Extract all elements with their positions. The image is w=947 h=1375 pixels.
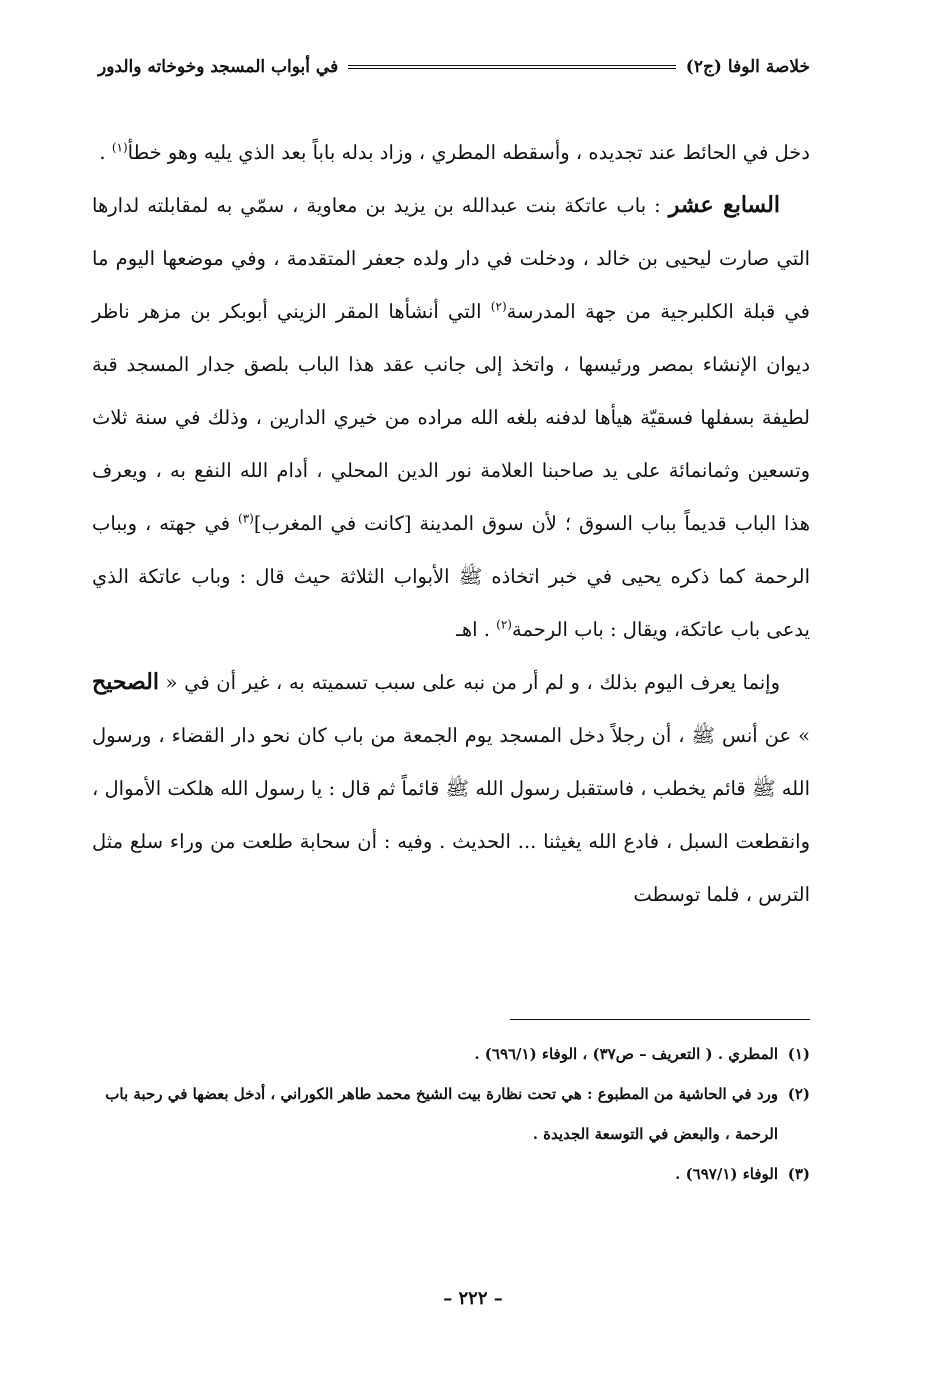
paragraph-1 <box>92 126 810 179</box>
paragraph-2 <box>92 179 810 656</box>
footnote-ref-1: (١) <box>111 140 128 155</box>
page-number: – ٢٢٢ – <box>443 1288 503 1309</box>
paragraph-2-text-a: : باب عاتكة بنت عبدالله بن يزيد بن معاوية ، سمّي به لمقابلته لدارها التي صارت ليحيى بن خالد ، ودخلت في دار ولده جعفر المتقدمة ، وفي موضعها اليوم ما في قبلة الكلبرجية من جهة المدرسة <box>92 194 810 323</box>
footnote-text: الوفاء (٦٩٧/١) . <box>675 1165 778 1183</box>
footnote-number: (٢) <box>787 1085 810 1103</box>
footnote-2 <box>96 1074 810 1154</box>
paragraph-3-text-b: » عن أنس ﷺ ، أن رجلاً دخل المسجد يوم الجمعة من باب كان نحو دار القضاء ، ورسول الله ﷺ قائم يخطب ، فاستقبل رسول الله ﷺ قائماً ثم قال : يا رسول الله هلكت الأموال ، وانقطعت السبل ، فادع الله يغيثنا ... الحديث . وفيه : أن سحابة طلعت من وراء سلع مثل الترس ، فلما توسطت <box>92 724 810 906</box>
paragraph-2-end: . اهـ <box>456 618 497 641</box>
main-text <box>92 126 810 921</box>
paragraph-2-text-c: في جهته ، وبباب الرحمة كما ذكره يحيى في خبر اتخاذه ﷺ الأبواب الثلاثة حيث قال : وباب عاتكة الذي يدعى باب عاتكة، ويقال : باب الرحمة <box>92 512 810 641</box>
footnotes <box>96 1034 810 1194</box>
footnote-text: ورد في الحاشية من المطبوع : هي تحت نظارة بيت الشيخ محمد طاهر الكوراني ، أدخل بعضها في رحبة باب الرحمة ، والبعض في التوسعة الجديدة . <box>105 1085 778 1143</box>
footnote-number: (١) <box>787 1045 810 1063</box>
footnote-ref-4: (٢) <box>496 617 512 632</box>
footnote-ref-3: (٣) <box>238 511 254 526</box>
paragraph-1-end: . <box>99 141 112 164</box>
footnote-3 <box>96 1154 810 1194</box>
footnote-ref-2: (٢) <box>490 299 507 314</box>
paragraph-2-text-b: التي أنشأها المقر الزيني أبوبكر بن مزهر ناظر ديوان الإنشاء بمصر ورئيسها ، واتخذ إلى جانب عقد هذا الباب بلصق جدار المسجد قبة لطيفة بسفلها فسقيّة هيأها لدفنه بلغه الله مراده من خيري الدارين ، وذلك في سنة ثلاث وتسعين وثمانمائة على يد صاحبنا العلامة نور الدين المحلي ، أدام الله النفع به ، ويعرف هذا الباب قديماً بباب السوق ؛ لأن سوق المدينة [كانت في المغرب] <box>92 300 810 535</box>
header-rule <box>348 65 676 69</box>
sahih-title: الصحيح <box>92 669 159 695</box>
chapter-title: في أبواب المسجد وخوخاته والدور <box>98 57 339 77</box>
paragraph-1-text: دخل في الحائط عند تجديده ، وأسقطه المطري ، وزاد بدله باباً بعد الذي يليه وهو خطأ <box>127 141 810 164</box>
footnote-separator <box>510 1019 810 1020</box>
footnote-number: (٣) <box>787 1165 810 1183</box>
book-title: خلاصة الوفا (ج٢) <box>685 57 810 77</box>
running-header <box>98 50 810 84</box>
paragraph-3-text-a: وإنما يعرف اليوم بذلك ، و لم أر من نبه على سبب تسميته به ، غير أن في « <box>158 671 780 694</box>
footnote-text: المطري . ( التعريف – ص٣٧) ، الوفاء (٦٩٦/١) . <box>474 1045 778 1063</box>
section-lead: السابع عشر <box>668 192 780 218</box>
footnote-1 <box>96 1034 810 1074</box>
paragraph-3 <box>92 656 810 921</box>
